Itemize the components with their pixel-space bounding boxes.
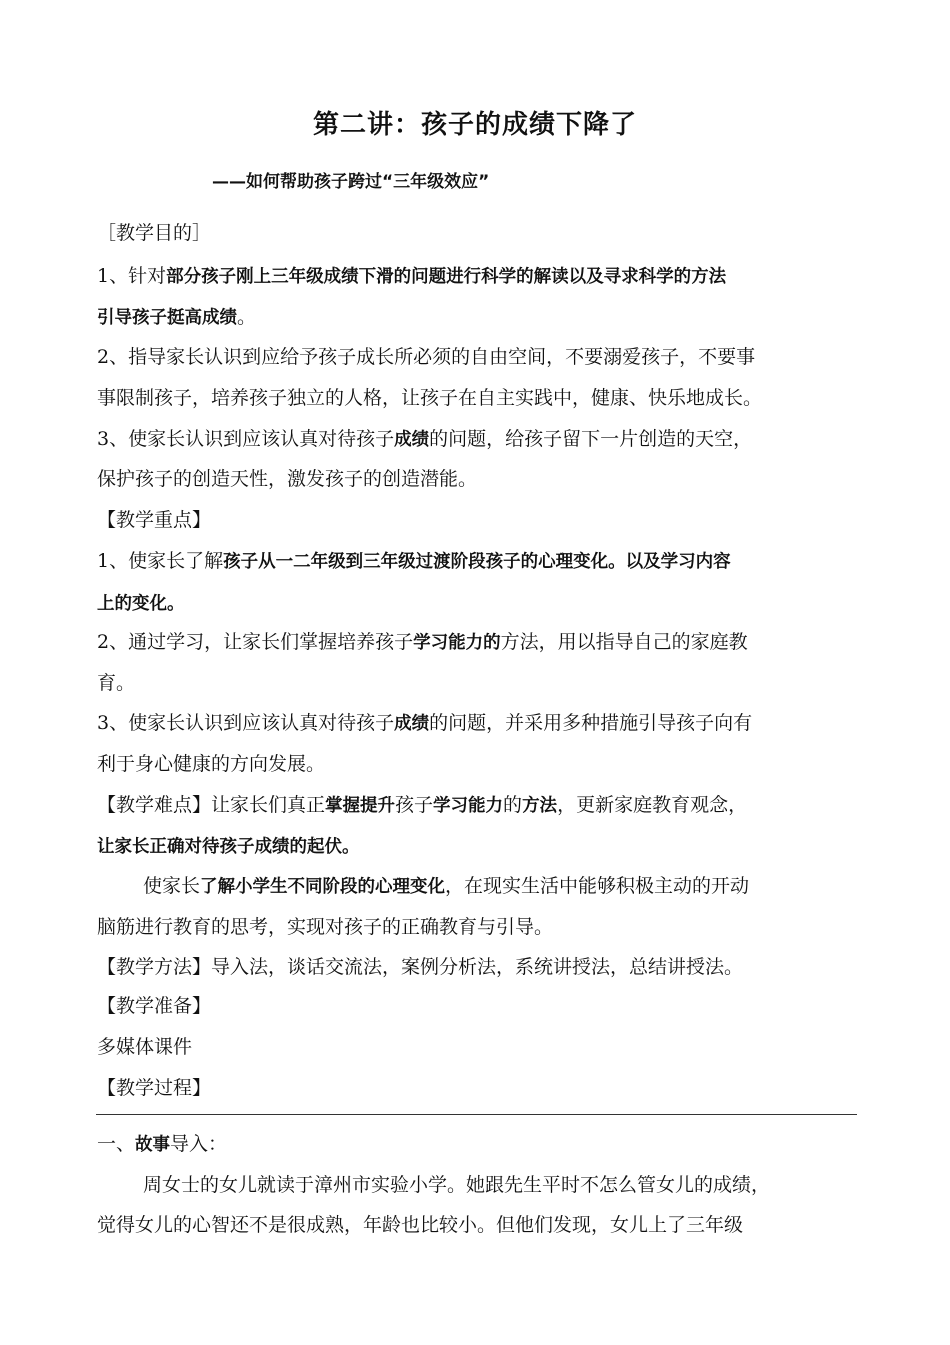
bold-run: 故事 [135, 1135, 171, 1155]
text-run: 3、使家长认识到应该认真对待孩子 [97, 712, 395, 734]
key-3-line-2: 利于身心健康的方向发展。 [97, 753, 326, 775]
text-run: ，更新家庭教育观念， [557, 794, 748, 816]
goal-3-line-2: 保护孩子的创造天性，激发孩子的创造潜能。 [97, 468, 478, 490]
paragraph-line-2: 脑筋进行教育的思考，实现对孩子的正确教育与引导。 [97, 916, 554, 938]
text-run: 3、使家长认识到应该认真对待孩子 [97, 428, 395, 450]
text-run: 2、通过学习，让家长们掌握培养孩子 [97, 631, 414, 653]
method-heading: 【教学方法】 [97, 956, 212, 978]
text-run: 使家长 [143, 875, 201, 897]
bold-run: 引导孩子挺高成绩 [97, 308, 237, 328]
goal-2-line-1: 2、指导家长认识到应给予孩子成长所必须的自由空间，不要溺爱孩子，不要事 [97, 346, 756, 368]
text-run: 让家长们真正 [211, 794, 326, 816]
paragraph-line-1 [143, 873, 749, 900]
preparation-text: 多媒体课件 [97, 1036, 193, 1058]
page-title: 第二讲：孩子的成绩下降了 [312, 110, 637, 140]
goals-heading: ［教学目的］ [97, 222, 212, 244]
text-run: 的问题，并采用多种措施引导孩子向有 [429, 712, 753, 734]
key-1-line-2 [97, 590, 185, 617]
bold-run: 成绩 [394, 714, 430, 734]
goal-3-line-1 [97, 426, 752, 453]
key-2-line-1 [97, 629, 748, 656]
bold-run: 孩子从一二年级到三年级过渡阶段孩子的心理变化。以及学习内容 [223, 552, 731, 572]
bold-run: 成绩 [394, 430, 430, 450]
difficulty-heading: 【教学难点】 [97, 794, 212, 816]
text-run: ，在现实生活中能够积极主动的开动 [445, 875, 750, 897]
goal-1-line-1 [97, 263, 726, 290]
bold-run: 方法 [522, 796, 558, 816]
process-heading: 【教学过程】 [97, 1077, 212, 1099]
difficulty-line-2 [97, 833, 360, 860]
story-line-2: 觉得女儿的心智还不是很成熟，年龄也比较小。但他们发现，女儿上了三年级 [97, 1214, 744, 1236]
text-run: 一、 [97, 1133, 136, 1155]
key-1-line-1 [97, 548, 731, 575]
text-run: 的 [503, 794, 523, 816]
key-2-line-2: 育。 [97, 672, 136, 694]
text-run: 。 [237, 306, 257, 328]
preparation-heading: 【教学准备】 [97, 995, 212, 1017]
story-line-1: 周女士的女儿就读于漳州市实验小学。她跟先生平时不怎么管女儿的成绩， [143, 1174, 771, 1196]
story-heading [97, 1131, 227, 1158]
text-run: 1、使家长了解 [97, 550, 224, 572]
text-run: 1、针对 [97, 265, 167, 287]
text-run: 导入： [170, 1133, 228, 1155]
key-3-line-1 [97, 710, 752, 737]
horizontal-divider [96, 1114, 857, 1115]
text-run: 孩子 [395, 794, 434, 816]
difficulty-line-1 [97, 792, 747, 819]
bold-run: 部分孩子刚上三年级成绩下滑的问题进行科学的解读以及寻求科学的方法 [166, 267, 727, 287]
page-subtitle: ——如何帮助孩子跨过“三年级效应” [212, 172, 490, 192]
bold-run: 让家长正确对待孩子成绩的起伏。 [97, 837, 360, 857]
bold-run: 上的变化。 [97, 594, 185, 614]
bold-run: 学习能力 [433, 796, 504, 816]
method-line [97, 954, 743, 980]
goal-1-line-2 [97, 304, 256, 331]
bold-run: 了解小学生不同阶段的心理变化 [200, 877, 446, 897]
bold-run: 学习能力的 [413, 633, 501, 653]
text-run: 的问题，给孩子留下一片创造的天空， [429, 428, 753, 450]
method-text: 导入法，谈话交流法，案例分析法，系统讲授法，总结讲授法。 [211, 956, 744, 978]
text-run: 方法，用以指导自己的家庭教 [500, 631, 748, 653]
key-points-heading: 【教学重点】 [97, 509, 212, 531]
goal-2-line-2: 事限制孩子，培养孩子独立的人格，让孩子在自主实践中，健康、快乐地成长。 [97, 387, 763, 409]
bold-run: 掌握提升 [325, 796, 396, 816]
